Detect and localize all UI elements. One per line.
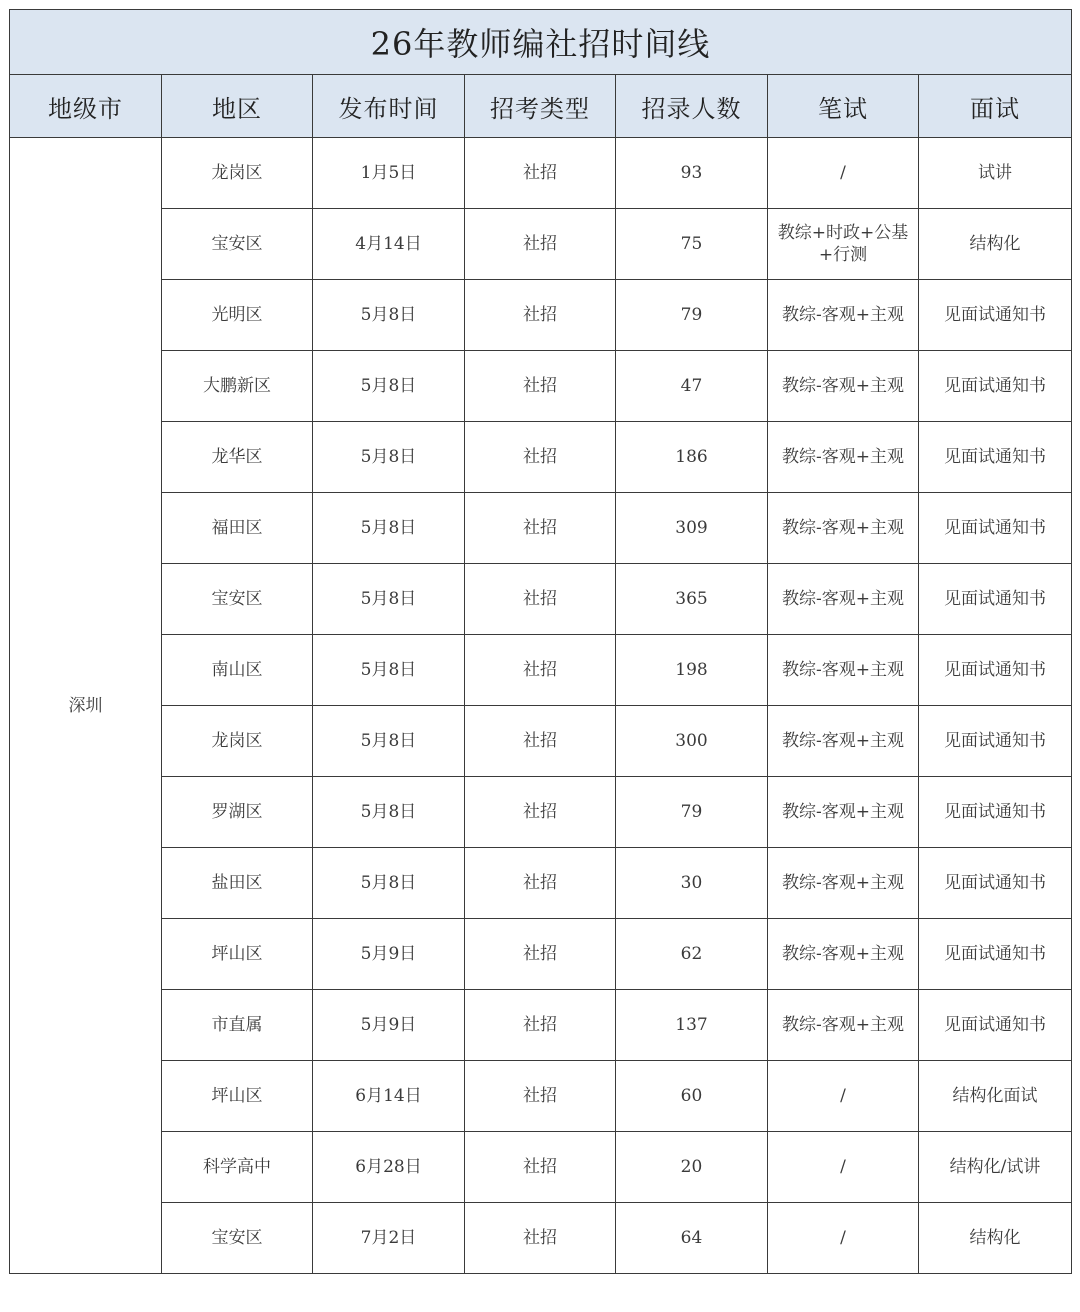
cell-interview: 见面试通知书 [919,706,1072,777]
cell-exam-type: 社招 [465,138,616,209]
cell-hire-count: 309 [616,493,768,564]
header-exam-type: 招考类型 [465,75,616,138]
cell-interview: 结构化 [919,1203,1072,1274]
cell-written-exam: 教综+时政+公基+行测 [768,209,919,280]
cell-publish-date: 5月8日 [313,493,465,564]
timeline-sheet [9,9,1071,1274]
table-row [10,493,1072,564]
cell-district: 坪山区 [162,919,313,990]
table-body [10,138,1072,1274]
cell-publish-date: 4月14日 [313,209,465,280]
cell-district: 南山区 [162,635,313,706]
cell-district: 科学高中 [162,1132,313,1203]
table-row [10,1132,1072,1203]
cell-written-exam: 教综-客观+主观 [768,422,919,493]
cell-publish-date: 7月2日 [313,1203,465,1274]
cell-written-exam: 教综-客观+主观 [768,706,919,777]
cell-publish-date: 5月8日 [313,635,465,706]
cell-hire-count: 93 [616,138,768,209]
cell-written-exam: 教综-客观+主观 [768,777,919,848]
cell-hire-count: 79 [616,280,768,351]
cell-interview: 见面试通知书 [919,493,1072,564]
cell-district: 大鹏新区 [162,351,313,422]
cell-exam-type: 社招 [465,280,616,351]
cell-city: 深圳 [10,138,162,1274]
table-row [10,635,1072,706]
cell-written-exam: 教综-客观+主观 [768,919,919,990]
cell-district: 市直属 [162,990,313,1061]
cell-written-exam: 教综-客观+主观 [768,493,919,564]
cell-interview: 结构化/试讲 [919,1132,1072,1203]
cell-written-exam: / [768,138,919,209]
cell-interview: 见面试通知书 [919,919,1072,990]
cell-exam-type: 社招 [465,1061,616,1132]
cell-exam-type: 社招 [465,848,616,919]
header-city: 地级市 [10,75,162,138]
cell-hire-count: 300 [616,706,768,777]
cell-district: 宝安区 [162,209,313,280]
cell-exam-type: 社招 [465,1132,616,1203]
cell-exam-type: 社招 [465,990,616,1061]
table-row [10,138,1072,209]
cell-interview: 见面试通知书 [919,351,1072,422]
cell-interview: 见面试通知书 [919,777,1072,848]
header-hire-count: 招录人数 [616,75,768,138]
cell-district: 宝安区 [162,1203,313,1274]
cell-interview: 见面试通知书 [919,280,1072,351]
title-row [10,10,1072,75]
header-written-exam: 笔试 [768,75,919,138]
header-interview: 面试 [919,75,1072,138]
cell-exam-type: 社招 [465,209,616,280]
header-publish-date: 发布时间 [313,75,465,138]
cell-exam-type: 社招 [465,919,616,990]
cell-district: 盐田区 [162,848,313,919]
table-row [10,209,1072,280]
cell-written-exam: 教综-客观+主观 [768,351,919,422]
cell-district: 龙岗区 [162,138,313,209]
cell-interview: 见面试通知书 [919,990,1072,1061]
cell-exam-type: 社招 [465,777,616,848]
cell-interview: 结构化面试 [919,1061,1072,1132]
header-row [10,75,1072,138]
cell-written-exam: / [768,1061,919,1132]
table-row [10,1203,1072,1274]
cell-publish-date: 5月8日 [313,564,465,635]
cell-written-exam: / [768,1132,919,1203]
cell-exam-type: 社招 [465,493,616,564]
cell-publish-date: 5月8日 [313,777,465,848]
cell-written-exam: 教综-客观+主观 [768,848,919,919]
cell-exam-type: 社招 [465,1203,616,1274]
cell-district: 光明区 [162,280,313,351]
cell-interview: 结构化 [919,209,1072,280]
cell-hire-count: 30 [616,848,768,919]
cell-written-exam: 教综-客观+主观 [768,280,919,351]
cell-hire-count: 75 [616,209,768,280]
cell-hire-count: 198 [616,635,768,706]
cell-publish-date: 5月8日 [313,422,465,493]
cell-interview: 见面试通知书 [919,422,1072,493]
cell-district: 坪山区 [162,1061,313,1132]
cell-publish-date: 6月14日 [313,1061,465,1132]
cell-hire-count: 62 [616,919,768,990]
cell-interview: 见面试通知书 [919,564,1072,635]
cell-publish-date: 5月8日 [313,848,465,919]
cell-written-exam: 教综-客观+主观 [768,564,919,635]
table-row [10,706,1072,777]
cell-hire-count: 64 [616,1203,768,1274]
cell-written-exam: 教综-客观+主观 [768,635,919,706]
cell-exam-type: 社招 [465,422,616,493]
table-row [10,919,1072,990]
cell-exam-type: 社招 [465,351,616,422]
cell-written-exam: 教综-客观+主观 [768,990,919,1061]
table-title: 26年教师编社招时间线 [10,10,1072,75]
timeline-table [9,9,1072,1274]
cell-district: 龙华区 [162,422,313,493]
cell-hire-count: 20 [616,1132,768,1203]
cell-exam-type: 社招 [465,706,616,777]
cell-interview: 见面试通知书 [919,848,1072,919]
table-row [10,280,1072,351]
cell-publish-date: 1月5日 [313,138,465,209]
cell-district: 宝安区 [162,564,313,635]
table-row [10,564,1072,635]
cell-hire-count: 365 [616,564,768,635]
cell-exam-type: 社招 [465,564,616,635]
cell-interview: 试讲 [919,138,1072,209]
cell-hire-count: 47 [616,351,768,422]
table-row [10,422,1072,493]
cell-publish-date: 5月9日 [313,990,465,1061]
cell-publish-date: 5月9日 [313,919,465,990]
cell-hire-count: 186 [616,422,768,493]
cell-publish-date: 5月8日 [313,351,465,422]
cell-hire-count: 137 [616,990,768,1061]
cell-hire-count: 79 [616,777,768,848]
cell-district: 龙岗区 [162,706,313,777]
cell-publish-date: 5月8日 [313,280,465,351]
cell-publish-date: 6月28日 [313,1132,465,1203]
cell-exam-type: 社招 [465,635,616,706]
cell-district: 罗湖区 [162,777,313,848]
table-row [10,990,1072,1061]
cell-interview: 见面试通知书 [919,635,1072,706]
table-row [10,1061,1072,1132]
cell-publish-date: 5月8日 [313,706,465,777]
cell-written-exam: / [768,1203,919,1274]
header-district: 地区 [162,75,313,138]
table-row [10,777,1072,848]
cell-district: 福田区 [162,493,313,564]
table-row [10,848,1072,919]
cell-hire-count: 60 [616,1061,768,1132]
table-row [10,351,1072,422]
